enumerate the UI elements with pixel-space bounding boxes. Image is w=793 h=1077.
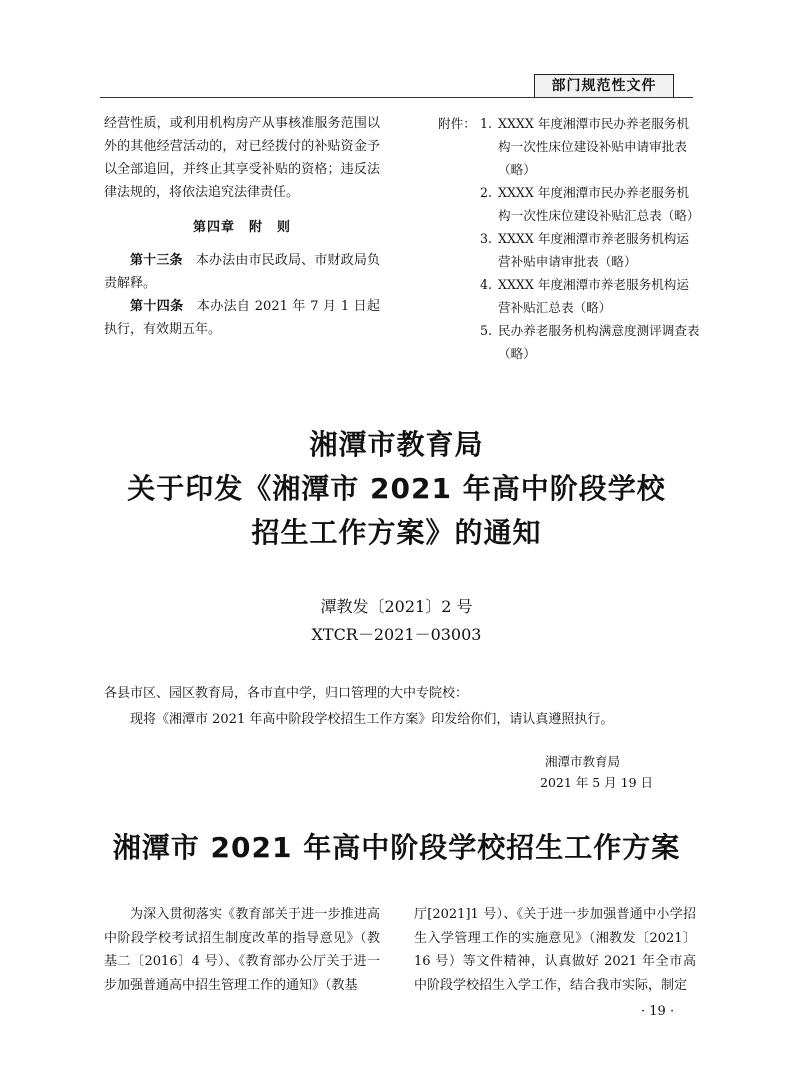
attachment-number: 3. — [480, 231, 493, 246]
plan-title: 湘潭市 2021 年高中阶段学校招生工作方案 — [112, 831, 681, 864]
page-number: · 19 · — [641, 1004, 675, 1019]
attachment-text: XXXX 年度湘潭市养老服务机构运营补贴汇总表（略） — [498, 277, 689, 315]
registry-code: XTCR－2021－03003 — [311, 625, 482, 644]
notice-body: 现将《湘潭市 2021 年高中阶段学校招生工作方案》印发给你们，请认真遵照执行。 — [130, 712, 614, 727]
article-13-label: 第十三条 — [130, 253, 183, 268]
attachment-item — [480, 227, 700, 273]
attachment-item — [480, 319, 700, 365]
plan-body-left — [104, 903, 380, 997]
attachment-number: 2. — [480, 185, 493, 200]
attachment-text: XXXX 年度湘潭市养老服务机构运营补贴申请审批表（略） — [498, 231, 689, 269]
attachment-item — [480, 273, 700, 319]
attachment-text: 民办养老服务机构满意度测评调查表（略） — [498, 323, 700, 361]
left-column — [104, 112, 380, 341]
plan-body-right — [414, 903, 696, 997]
article-14-label: 第十四条 — [130, 299, 184, 314]
attachment-number: 4. — [480, 277, 493, 292]
signature-date: 2021 年 5 月 19 日 — [540, 775, 654, 790]
notice-title-line-1: 湘潭市教育局 — [309, 428, 484, 461]
attachment-item — [480, 181, 700, 227]
article-14 — [104, 295, 380, 341]
chapter-title: 第四章 附 则 — [192, 220, 291, 235]
attachment-text: XXXX 年度湘潭市民办养老服务机构一次性床位建设补贴汇总表（略） — [498, 185, 700, 223]
closing-paragraph: 经营性质，或利用机构房产从事核准服务范围以外的其他经营活动的，对已经拨付的补贴资金予以全部追回，并终止其享受补贴的资格；违反法律法规的，将依法追究法律责任。 — [104, 116, 380, 200]
addressee: 各县市区、园区教育局，各市直中学，归口管理的大中专院校： — [104, 686, 469, 701]
notice-title-line-2: 关于印发《湘潭市 2021 年高中阶段学校 — [127, 472, 666, 505]
section-badge: 部门规范性文件 — [534, 74, 674, 98]
document-number: 潭教发〔2021〕2 号 — [320, 597, 473, 616]
notice-title-line-3: 招生工作方案》的通知 — [251, 516, 542, 549]
plan-paragraph-right: 厅[2021]1 号）、《关于进一步加强普通中小学招生入学管理工作的实施意见》（湘教发〔2021〕16 号）等文件精神，认真做好 2021 年全市高中阶段学校招生入学工作，结合我市实际，制定 — [414, 907, 696, 993]
article-13-text: 本办法由市民政局、市财政局负责解释。 — [104, 253, 380, 291]
attachment-item — [480, 112, 700, 181]
article-14-text: 本办法自 2021 年 7 月 1 日起执行，有效期五年。 — [104, 299, 380, 337]
attachment-text: XXXX 年度湘潭市民办养老服务机构一次性床位建设补贴申请审批表（略） — [498, 116, 689, 177]
signature-organization: 湘潭市教育局 — [545, 754, 621, 769]
article-13 — [104, 249, 380, 295]
attachments-label: 附件： — [438, 116, 476, 131]
plan-paragraph-left: 为深入贯彻落实《教育部关于进一步推进高中阶段学校考试招生制度改革的指导意见》（教基二〔2016〕4 号）、《教育部办公厅关于进一步加强普通高中招生管理工作的通知》（教基 — [104, 907, 380, 993]
attachment-number: 1. — [480, 116, 493, 131]
attachments-list — [480, 112, 700, 365]
header-divider — [100, 97, 693, 98]
attachment-number: 5. — [480, 323, 493, 338]
